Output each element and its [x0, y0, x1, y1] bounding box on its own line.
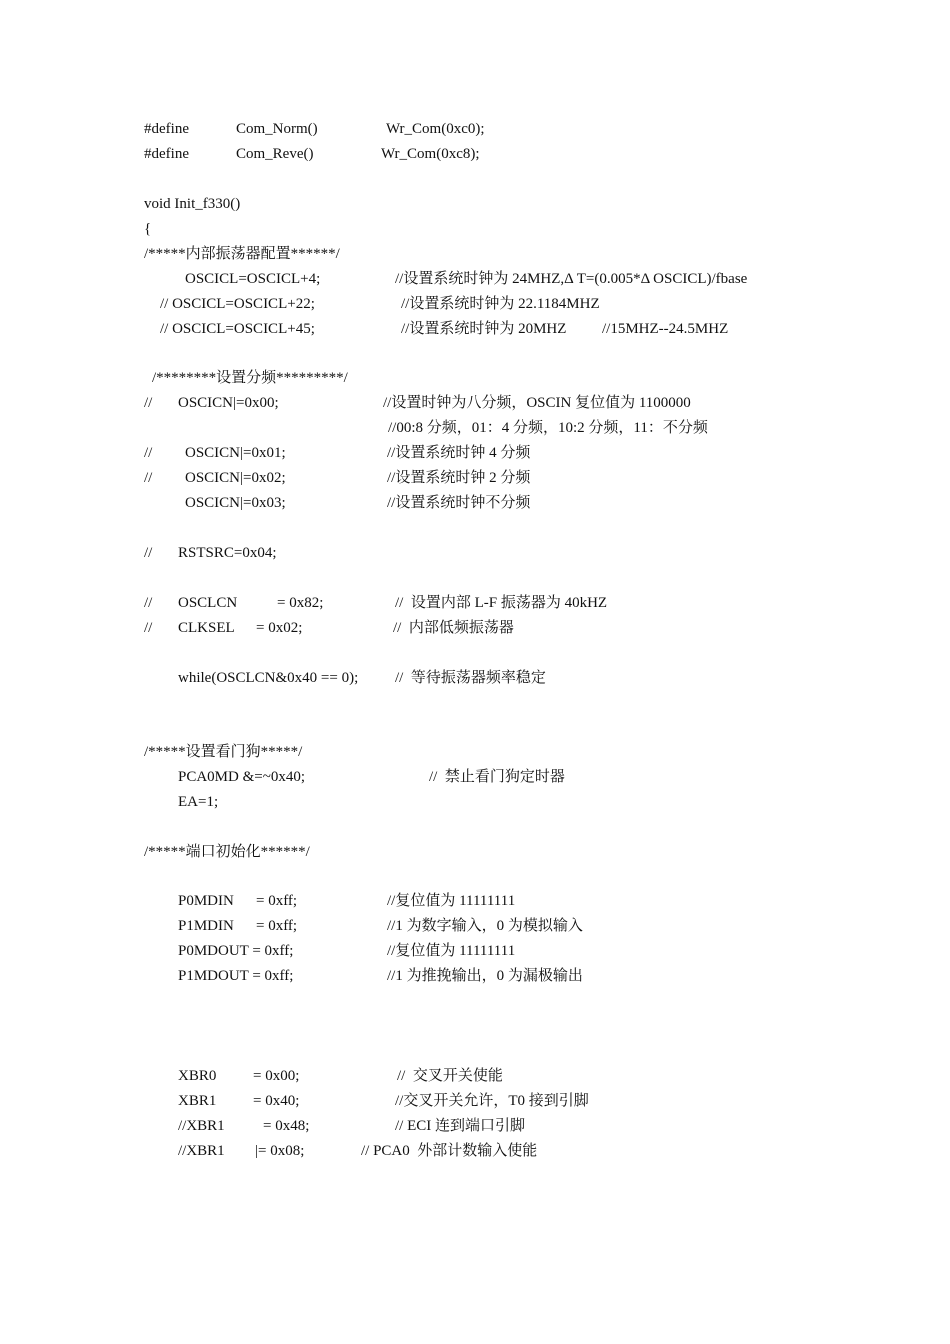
code-comment: //1 为数字输入，0 为模拟输入 [387, 918, 583, 934]
code-line-p0mdout [0, 942, 516, 960]
code-line-ea [0, 793, 219, 811]
code-token: PCA0MD &=~0x40; [178, 769, 306, 785]
code-comment: //设置系统时钟不分频 [387, 495, 531, 511]
code-token: // OSCICL=OSCICL+45; [160, 321, 315, 337]
code-token: OSCLCN [178, 595, 238, 611]
code-line-function-signature [0, 195, 241, 213]
code-token: OSCICN|=0x02; [185, 470, 286, 486]
code-token: #define [144, 146, 189, 162]
code-line-pca0md [0, 768, 565, 786]
code-comment: // 内部低频振荡器 [393, 620, 514, 636]
code-token: EA=1; [178, 794, 219, 810]
code-token: OSCICN|=0x00; [178, 395, 279, 411]
code-line-oscicl-4 [0, 270, 748, 288]
code-token: = 0x82; [277, 595, 324, 611]
code-token: /*****设置看门狗*****/ [144, 744, 303, 760]
code-line-xbr1-48 [0, 1117, 525, 1135]
code-comment: // ECI 连到端口引脚 [395, 1118, 525, 1134]
code-line-p1mdout [0, 967, 583, 985]
code-line-p0mdin [0, 892, 516, 910]
code-token: RSTSRC=0x04; [178, 545, 277, 561]
code-comment: // 交叉开关使能 [397, 1068, 503, 1084]
code-token: = 0x48; [263, 1118, 310, 1134]
code-comment: //1 为推挽输出，0 为漏极输出 [387, 968, 583, 984]
code-comment: // 禁止看门狗定时器 [429, 769, 565, 785]
code-token: // [144, 620, 153, 636]
code-token: P0MDOUT = 0xff; [178, 943, 294, 959]
code-token: = 0xff; [256, 893, 298, 909]
code-line-oscicn-00 [0, 394, 691, 412]
code-line-define-com-reve [0, 145, 480, 163]
code-token: |= 0x08; [255, 1143, 305, 1159]
code-comment-oscillator-config [0, 245, 340, 263]
code-line-clksel [0, 619, 514, 637]
code-token: // [144, 470, 153, 486]
code-comment: //设置时钟为八分频，OSCIN 复位值为 1100000 [383, 395, 691, 411]
code-line-oscicn-03 [0, 494, 531, 512]
code-token: //XBR1 [178, 1118, 225, 1134]
code-comment: // 等待振荡器频率稳定 [395, 670, 546, 686]
code-comment: //交叉开关允许，T0 接到引脚 [395, 1093, 589, 1109]
code-token: OSCICN|=0x03; [185, 495, 286, 511]
code-token: Com_Norm() [236, 121, 318, 137]
code-line-oscicl-45 [0, 320, 729, 338]
code-comment: //复位值为 11111111 [387, 943, 516, 959]
code-token: P1MDOUT = 0xff; [178, 968, 294, 984]
code-comment: //设置系统时钟 2 分频 [387, 470, 531, 486]
code-line-oscicn-01 [0, 444, 531, 462]
code-token: XBR0 [178, 1068, 217, 1084]
code-token: //XBR1 [178, 1143, 225, 1159]
code-line-xbr1 [0, 1092, 589, 1110]
code-token: // [144, 395, 153, 411]
code-comment: //设置系统时钟为 24MHZ,Δ T=(0.005*Δ OSCICL)/fbase [395, 271, 748, 287]
code-token: /*****内部振荡器配置******/ [144, 246, 340, 262]
code-comment-watchdog [0, 743, 303, 761]
code-line-define-com-norm [0, 120, 485, 138]
code-token: XBR1 [178, 1093, 217, 1109]
code-token: #define [144, 121, 189, 137]
code-token: = 0x40; [253, 1093, 300, 1109]
code-line-xbr0 [0, 1067, 503, 1085]
code-token: Wr_Com(0xc8); [381, 146, 480, 162]
code-token: // [144, 545, 153, 561]
code-token: = 0xff; [256, 918, 298, 934]
code-comment: //设置系统时钟 4 分频 [387, 445, 531, 461]
code-comment: //15MHZ--24.5MHZ [602, 321, 729, 337]
code-token: = 0x00; [253, 1068, 300, 1084]
code-line-oscicl-22 [0, 295, 600, 313]
code-comment: //设置系统时钟为 20MHZ [401, 321, 567, 337]
code-comment: // PCA0 外部计数输入使能 [361, 1143, 538, 1159]
code-token: { [144, 221, 152, 237]
code-token: Wr_Com(0xc0); [386, 121, 485, 137]
code-token: /********设置分频*********/ [152, 370, 348, 386]
code-token: // OSCICL=OSCICL+22; [160, 296, 315, 312]
code-token: OSCICN|=0x01; [185, 445, 286, 461]
code-line-p1mdin [0, 917, 583, 935]
code-comment: // 设置内部 L-F 振荡器为 40kHZ [395, 595, 608, 611]
code-line-open-brace [0, 220, 152, 238]
code-comment-port-init [0, 843, 310, 861]
code-line-rstsrc [0, 544, 277, 562]
code-line-osclcn [0, 594, 608, 612]
code-line-oscicn-02 [0, 469, 531, 487]
code-token: P1MDIN [178, 918, 234, 934]
code-line-xbr1-08 [0, 1142, 538, 1160]
code-token: P0MDIN [178, 893, 234, 909]
code-comment-divider-config [0, 369, 348, 387]
code-token: CLKSEL [178, 620, 235, 636]
code-comment-divider-values [0, 419, 708, 437]
code-token: void Init_f330() [144, 196, 241, 212]
code-comment: //复位值为 11111111 [387, 893, 516, 909]
code-comment: //设置系统时钟为 22.1184MHZ [401, 296, 600, 312]
code-comment: //00:8 分频，01：4 分频，10:2 分频，11：不分频 [388, 420, 708, 436]
code-line-while-osclcn [0, 669, 546, 687]
code-token: // [144, 595, 153, 611]
code-token: Com_Reve() [236, 146, 314, 162]
code-token: OSCICL=OSCICL+4; [185, 271, 321, 287]
code-token: /*****端口初始化******/ [144, 844, 310, 860]
code-token: = 0x02; [256, 620, 303, 636]
code-token: // [144, 445, 153, 461]
code-token: while(OSCLCN&0x40 == 0); [178, 670, 359, 686]
